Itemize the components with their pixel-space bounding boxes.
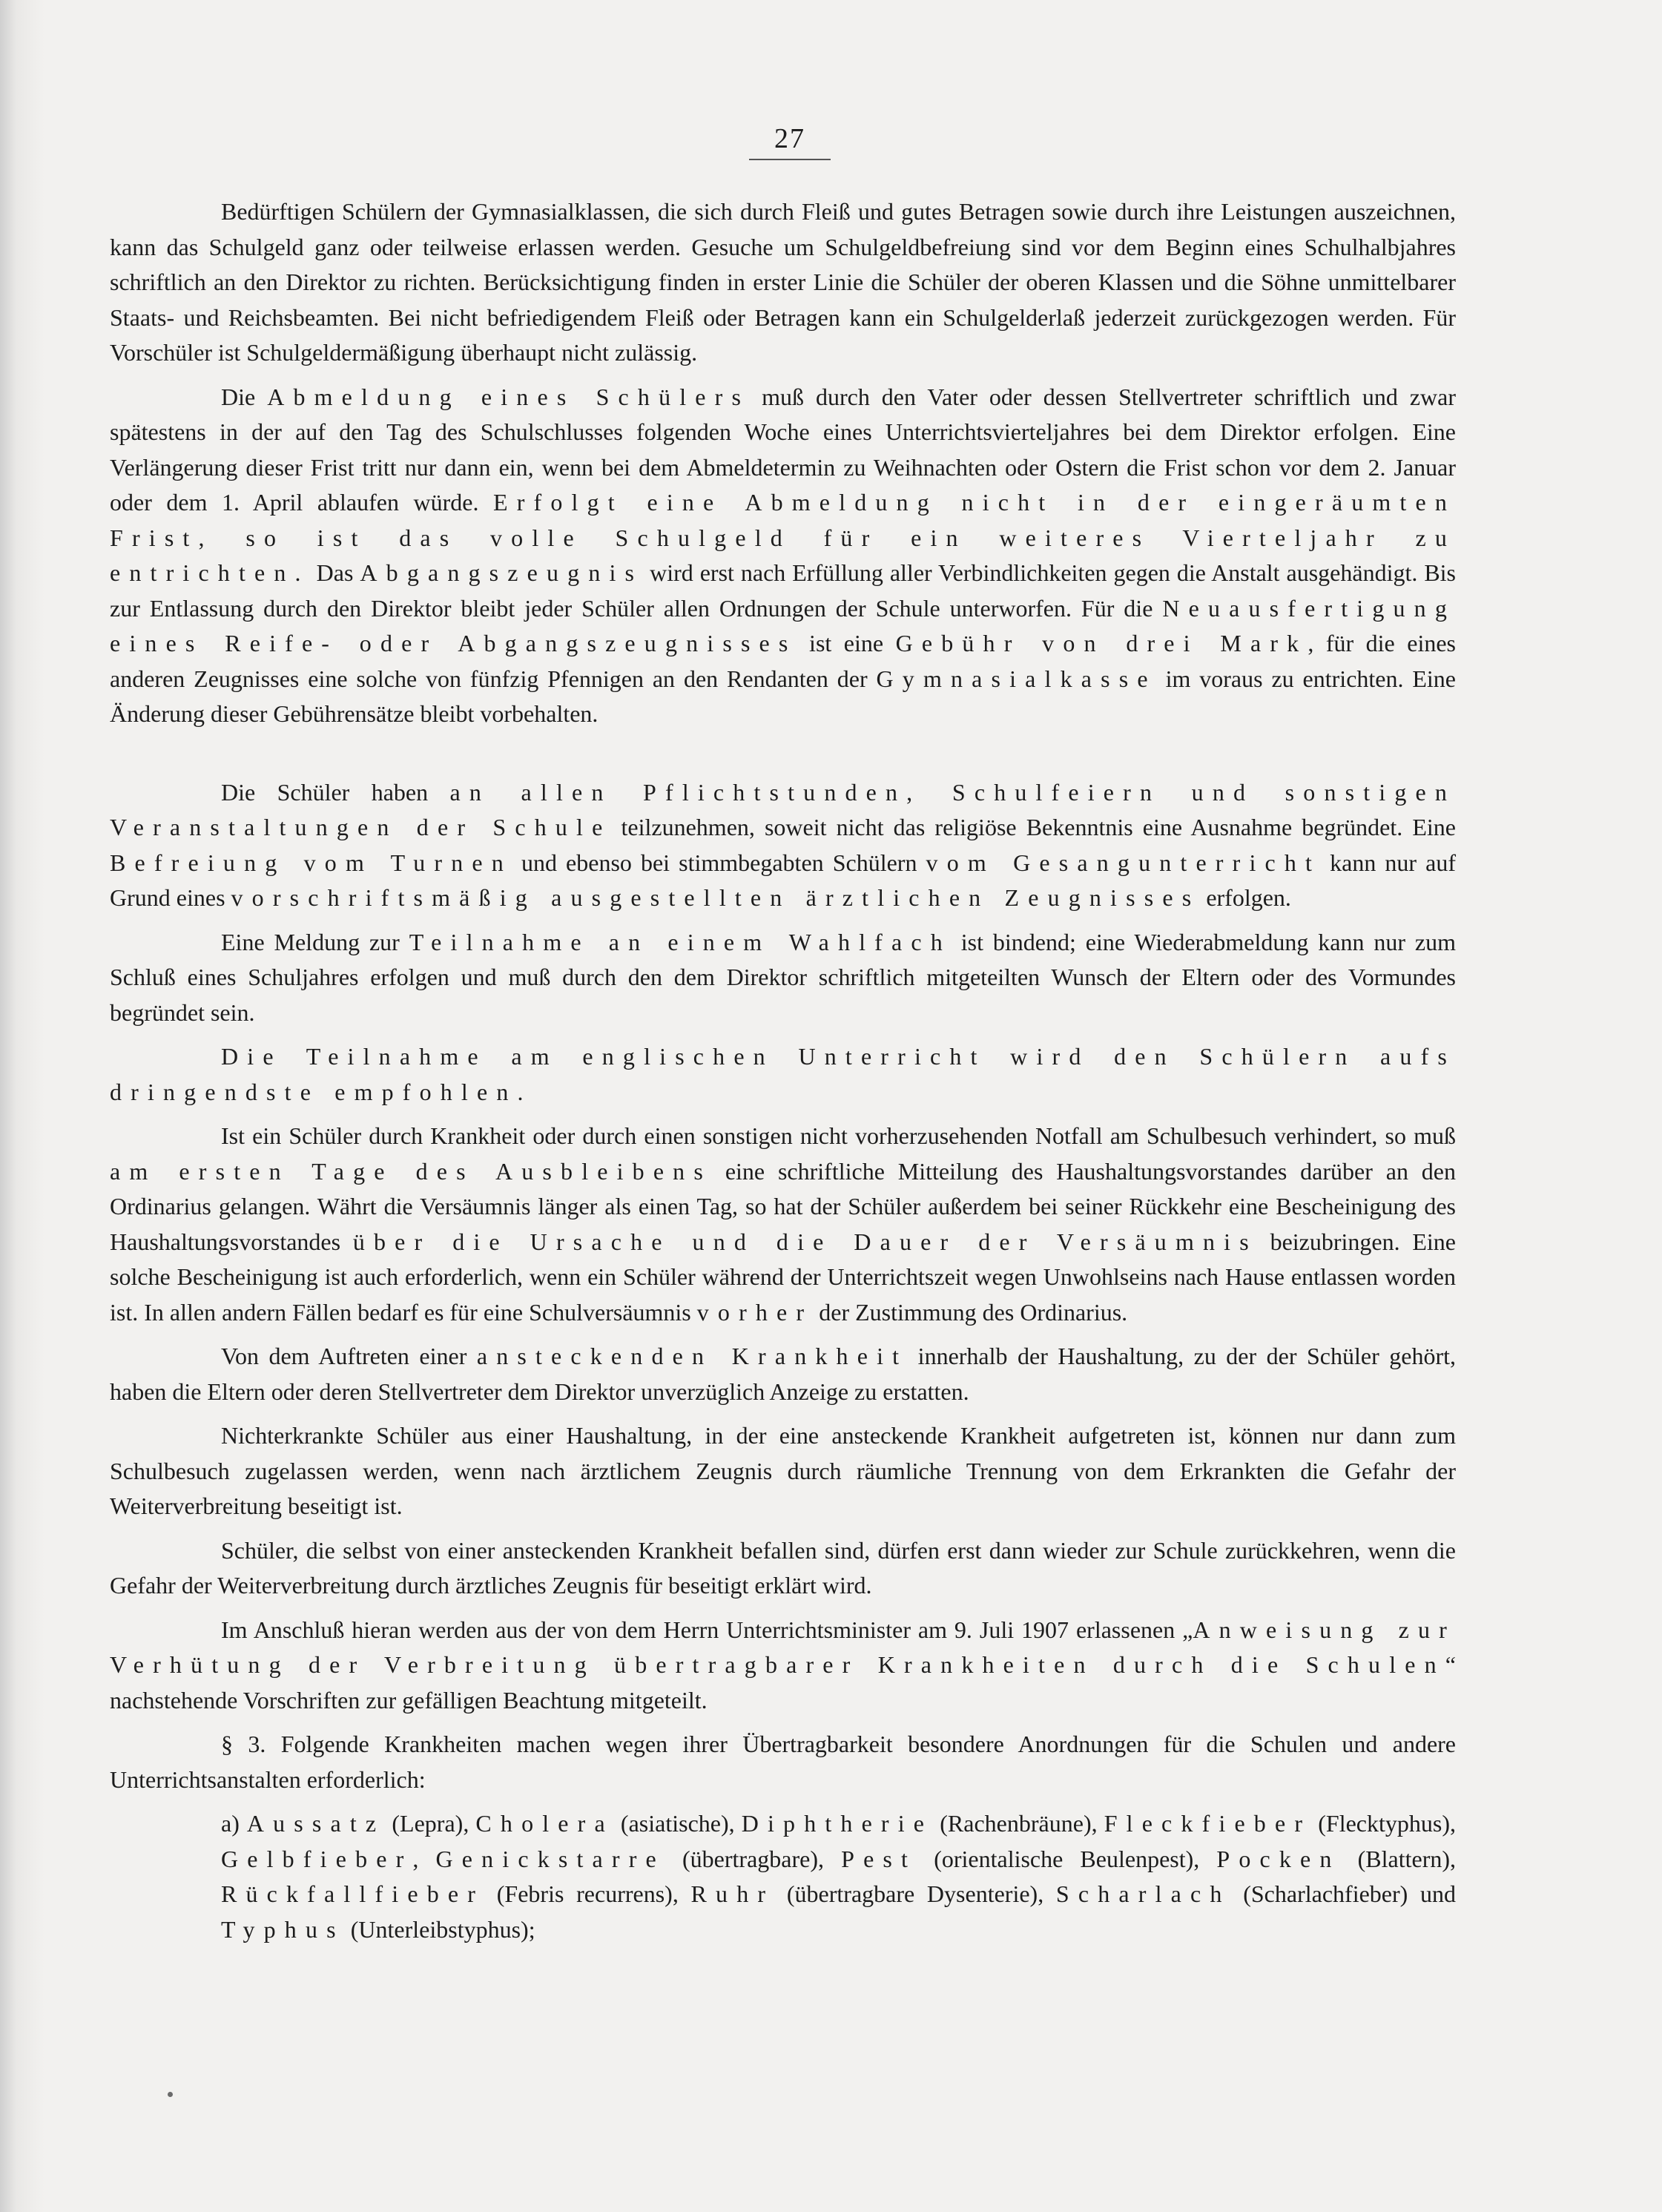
text-run: (Scharlachfieber) und xyxy=(1230,1880,1457,1907)
emphasized-text: Cholera xyxy=(475,1810,614,1837)
text-run: wird erst nach Erfüllung aller Verbindlichkeiten gegen die Anstalt ausgehändigt. Bis zur Entlassung durch den Direktor bleibt jeder Schüler allen Ordnungen der Schule unterworfen. Für die xyxy=(110,559,1457,622)
text-run: beizubringen. Eine solche Bescheinigung ist auch erforderlich, wenn ein Schüler während der Unterrichtszeit wegen Unwohlseins nach Hause entlassen worden ist. In allen andern Fällen bedarf es für eine Schulversäumnis xyxy=(110,1228,1457,1326)
text-run: teilzunehmen, soweit nicht das religiöse Bekenntnis eine Ausnahme begründet. Eine xyxy=(611,814,1456,840)
text-run: (orientalische Beulenpest), xyxy=(917,1845,1217,1872)
emphasized-text: Genickstarre xyxy=(435,1845,665,1872)
emphasized-text: an allen Pflichtstunden, Schulfeiern und sonstigen Veranstaltungen der Schule xyxy=(110,778,1457,840)
text-run: Eine Meldung zur xyxy=(221,928,409,955)
paragraph xyxy=(110,1533,1456,1604)
paragraph xyxy=(110,1418,1456,1524)
text-run: (Lepra), xyxy=(385,1810,476,1837)
emphasized-text: Fleckfieber xyxy=(1104,1810,1312,1837)
page-number: 27 xyxy=(774,123,805,154)
emphasized-text: Anweisung zur Verhütung der Verbreitung übertragbarer Krankheiten durch die Schulen xyxy=(110,1616,1456,1678)
emphasized-text: Pocken xyxy=(1216,1845,1341,1872)
text-run: Nichterkrankte Schüler aus einer Haushaltung, in der eine ansteckende Krankheit aufgetreten ist, können nur dann zum Schulbesuch zugelassen werden, wenn nach ärztlichem Zeugnis durch räumliche Trennung von dem Erkrankten die Gefahr der Weiterverbreitung beseitigt ist. xyxy=(110,1422,1456,1519)
text-run: Von dem Auftreten einer xyxy=(221,1343,477,1369)
emphasized-text: ansteckenden Krankheit xyxy=(476,1343,909,1369)
text-run: Die Schüler haben xyxy=(221,778,450,806)
text-run: (asiatische), xyxy=(613,1810,742,1837)
emphasized-text: Gebühr von drei Mark xyxy=(895,630,1308,656)
emphasized-text: Erfolgt eine Abmeldung nicht in der eingeräumten Frist, so ist das volle Schulgeld für ein weiteres Vierteljahr zu entrichten. xyxy=(110,489,1456,586)
paragraph xyxy=(110,1613,1456,1719)
emphasized-text: am ersten Tage des Ausbleibens xyxy=(110,1157,712,1185)
emphasized-text: Abmeldung eines Schülers xyxy=(267,383,751,410)
text-run: Schüler, die selbst von einer ansteckenden Krankheit befallen sind, dürfen erst dann wieder zur Schule zurückkehren, wenn die Gefahr der Weiterverbreitung durch ärztliches Zeugnis für beseitigt erklärt wird. xyxy=(110,1536,1456,1599)
disease-list xyxy=(110,1806,1456,1947)
paragraph xyxy=(110,380,1456,732)
emphasized-text: vorher xyxy=(696,1298,814,1326)
text-run: eine schriftliche Mitteilung des Haushaltungsvorstandes darüber an den Ordinarius gelangen. Währt die Versäumnis länger als einen Tag, so hat der Schüler außerdem bei seiner Rückkehr eine Bescheinigung des Haushaltungsvorstandes xyxy=(110,1157,1456,1255)
text-run: Das xyxy=(309,559,360,586)
text-run: (Rachenbräune), xyxy=(933,1810,1104,1837)
text-run: (Unterleibstyphus); xyxy=(344,1915,535,1943)
emphasized-text: Aussatz xyxy=(246,1810,386,1837)
paragraph xyxy=(110,775,1456,916)
emphasized-text: vom Gesangunterricht xyxy=(926,849,1322,876)
text-run: (übertragbare Dysenterie), xyxy=(774,1880,1056,1907)
text-run: § 3. Folgende Krankheiten machen wegen ihrer Übertragbarkeit besondere Anordnungen für die Schulen und andere Unterrichtsanstalten erforderlich: xyxy=(110,1731,1456,1793)
text-run: , für die eines anderen Zeugnisses eine solche von fünfzig Pfennigen an den Rendanten der xyxy=(110,630,1457,692)
emphasized-text: über die Ursache und die Dauer der Versäumnis xyxy=(352,1228,1258,1255)
text-run: (Flecktyphus), xyxy=(1311,1810,1456,1837)
emphasized-text: Neuausfertigung eines Reife- oder Abgangszeugnisses xyxy=(110,594,1456,656)
text-run: muß durch den Vater oder dessen Stellvertreter schriftlich und zwar spätestens in der auf den Tag des Schulschlusses folgenden Woche eines Unterrichtsvierteljahres bei dem Direktor erfolgen. Eine Verlängerung dieser Frist tritt nur dann ein, wenn bei dem Abmeldetermin zu Weihnachten oder Ostern die Frist schon vor dem 2. Januar oder dem 1. April ablaufen würde. xyxy=(110,383,1457,516)
paragraph xyxy=(110,1339,1456,1409)
emphasized-text: vorschriftsmäßig ausgestellten ärztlichen Zeugnisses xyxy=(231,884,1201,911)
emphasized-text: Rückfallfieber xyxy=(221,1880,485,1907)
scan-speck xyxy=(168,2092,173,2097)
emphasized-text: Die Teilnahme am englischen Unterricht wird den Schülern aufs dringendste empfohlen. xyxy=(110,1043,1456,1105)
paragraph xyxy=(110,194,1456,371)
emphasized-text: Befreiung vom Turnen xyxy=(110,849,512,876)
text-run: und ebenso bei stimmbegabten Schülern xyxy=(512,849,926,876)
text-run: erfolgen. xyxy=(1200,884,1291,911)
text-run: Im Anschluß hieran werden aus der von dem Herrn Unterrichtsminister am 9. Juli 1907 erlassenen „ xyxy=(221,1616,1193,1643)
text-run: Ist ein Schüler durch Krankheit oder durch einen sonstigen nicht vorherzusehenden Notfall am Schulbesuch verhindert, so muß xyxy=(221,1122,1456,1149)
text-run: kann nur auf Grund eines xyxy=(110,849,1457,911)
text-run: (Febris recurrens), xyxy=(484,1880,691,1907)
text-run: Bedürftigen Schülern der Gymnasialklassen, die sich durch Fleiß und gutes Betragen sowie durch ihre Leistungen auszeichnen, kann das Schulgeld ganz oder teilweise erlassen werden. Gesuche um Schulgeldbefreiung sind vor dem Beginn eines Schulhalbjahres schriftlich an den Direktor zu richten. Berücksichtigung finden in erster Linie die Schüler der oberen Klassen und die Söhne unmittelbarer Staats- und Reichsbeamten. Bei nicht befriedigendem Fleiß oder Betragen kann ein Schulgelderlaß jederzeit zurückgezogen werden. Für Vorschüler ist Schulgeldermäßigung überhaupt nicht zulässig. xyxy=(110,198,1456,366)
text-run: ist bindend; eine Wiederabmeldung kann nur zum Schluß eines Schuljahres erfolgen und muß durch den dem Direktor schriftlich mitgeteilten Wunsch der Eltern oder des Vormundes begründet sein. xyxy=(110,928,1457,1026)
text-run: (übertragbare), xyxy=(665,1845,842,1872)
text-run: (Blattern), xyxy=(1340,1845,1457,1872)
text-run: der Zustimmung des Ordinarius. xyxy=(813,1298,1128,1326)
emphasized-text: Teilnahme an einem Wahlfach xyxy=(409,928,952,955)
list-marker: a) xyxy=(221,1810,240,1837)
text-run: Die xyxy=(221,383,268,410)
list-item xyxy=(221,1806,1456,1947)
paragraph xyxy=(110,925,1456,1031)
paragraph-list xyxy=(110,194,1456,1797)
paragraph xyxy=(110,1039,1456,1110)
emphasized-text: Abgangszeugnis xyxy=(360,559,644,586)
text-run: innerhalb der Haushaltung, zu der der Schüler gehört, haben die Eltern oder deren Stellvertreter dem Direktor unverzüglich Anzeige zu erstatten. xyxy=(110,1343,1457,1405)
emphasized-text: Ruhr xyxy=(690,1880,775,1907)
text-run: ist eine xyxy=(797,630,896,656)
document-body xyxy=(110,194,1456,1947)
emphasized-text: Gymnasialkasse xyxy=(876,665,1157,692)
text-run: im voraus zu entrichten. Eine Änderung dieser Gebührensätze bleibt vorbehalten. xyxy=(110,665,1457,727)
page-number-rule xyxy=(749,159,831,160)
paragraph xyxy=(110,1119,1456,1330)
emphasized-text: Diphtherie xyxy=(741,1810,934,1837)
paragraph xyxy=(110,1727,1456,1797)
emphasized-text: Pest xyxy=(841,1845,917,1872)
text-run: “ nachstehende Vorschriften zur gefälligen Beachtung mitgeteilt. xyxy=(110,1651,1456,1714)
emphasized-text: Scharlach xyxy=(1055,1880,1231,1907)
emphasized-text: Gelbfieber xyxy=(221,1845,413,1872)
emphasized-text: Typhus xyxy=(221,1915,345,1943)
text-run: , xyxy=(412,1845,436,1872)
